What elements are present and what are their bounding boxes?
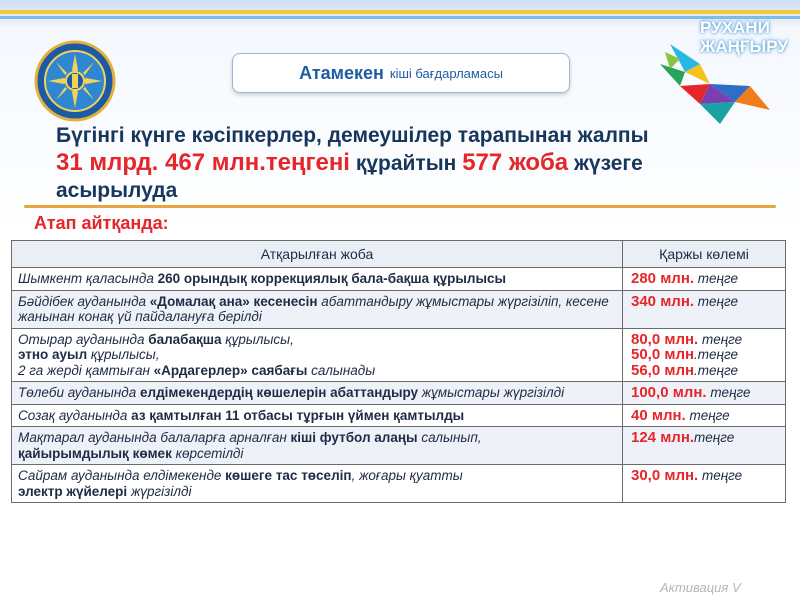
amount-unit: теңге [698,468,743,483]
project-text: Сайрам ауданында елдімекенде [18,468,226,483]
watermark: Активация V [660,580,741,595]
headline-line-2 [56,149,776,177]
amount-cell [623,268,786,291]
program-title: Атамекен [299,62,384,83]
amount-line [631,468,779,484]
project-cell [12,382,623,405]
project-text-bold: балабақша [148,331,222,347]
amount-value: 80,0 млн. [631,330,699,348]
table-row [12,465,786,503]
project-cell [12,404,623,427]
amount-value: 340 млн. [631,292,695,310]
amount-value: 100,0 млн. [631,384,707,401]
subheading: Атап айтқанда: [34,213,169,233]
headline-line-3: асырылуда [56,179,178,202]
amount-line [631,347,779,363]
amount-value: 280 млн. [631,270,695,287]
header-amount: Қаржы көлемі [623,241,786,268]
project-text: салынып, [417,430,482,445]
projects-table [11,240,786,503]
amount-line [631,408,779,424]
project-text: абаттандыру жұмыстары жүргізіліп, кесене жанынан конақ үй пайдалануға берілді [18,293,609,324]
amount-unit: теңге [694,271,738,286]
project-text: , жоғары қуатты [351,468,463,483]
project-cell [12,427,623,465]
project-text: Отырар ауданында [18,331,149,347]
blue-stripe [0,16,800,19]
amount-line [631,294,779,310]
project-text-bold: қайырымдылық көмек [18,445,172,461]
project-text-bold: аз қамтылған 11 отбасы тұрғын үймен қамтылды [131,407,465,423]
project-text-bold: көшеге тас төселіп [225,468,352,483]
amount-value: 124 млн. [631,429,695,446]
headline [56,122,776,204]
amount-unit: теңге [685,407,730,423]
project-text-bold: кіші футбол алаңы [290,430,418,445]
headline-line-1: Бүгінгі күнге кәсіпкерлер, демеушілер тарапынан жалпы [56,124,649,147]
project-cell [12,290,623,328]
project-text: Шымкент қаласында [18,271,158,286]
brand-line-2: ЖАҢҒЫРУ [700,37,788,56]
project-text-bold: «Ардагерлер» саябағы [153,362,308,378]
project-text-bold: 260 орындық коррекциялық бала-бақша құрылысы [157,271,507,286]
brand-logo [700,18,788,56]
amount-cell [623,328,786,382]
amount-line [631,332,779,348]
project-text: жұмыстары жүргізілді [418,385,565,400]
amount-unit: теңге [698,331,743,347]
amount-cell [623,465,786,503]
amount-line [631,363,779,379]
project-text: құрылысы, [87,347,160,362]
table-row [12,268,786,291]
amount-unit: теңге [694,430,735,445]
amount-unit: теңге [706,385,751,400]
project-text: 2 га жерді қамтыған [18,362,154,378]
amount-line [631,430,779,446]
project-text: Мақтарал ауданында балаларға арналған [18,430,291,445]
table-row [12,328,786,382]
table-row [12,404,786,427]
project-text: көрсетілді [171,445,244,461]
header-project: Атқарылған жоба [12,241,623,268]
table-body [12,268,786,503]
project-text: құрылысы, [221,331,294,347]
amount-line [631,385,779,401]
emblem-icon [34,40,116,122]
divider [24,205,776,208]
project-cell [12,465,623,503]
project-text: салынады [307,362,376,378]
amount-value: 56,0 млн [631,361,695,379]
amount-value: 40 млн. [631,406,686,424]
headline-amount: 31 млрд. 467 млн.теңгені [56,149,350,176]
table-header-row [12,241,786,268]
amount-unit: .теңге [694,347,738,362]
project-text-bold: «Домалақ ана» кесенесін [149,293,318,309]
project-text-bold: электр жүйелері [18,483,128,499]
program-subtitle: кіші бағдарламасы [389,65,503,81]
table-row [12,290,786,328]
headline-mid: құрайтын [355,152,457,175]
amount-cell [623,404,786,427]
project-text-bold: елдімекендердің көшелерін абаттандыру [140,385,419,400]
project-text: жүргізілді [127,483,192,499]
amount-unit: теңге [694,293,738,309]
project-text: Бәйдібек ауданында [18,293,150,309]
amount-line [631,271,779,287]
amount-value: 50,0 млн [631,346,695,363]
program-title-box [232,53,570,93]
amount-cell [623,382,786,405]
amount-value: 30,0 млн. [631,467,699,484]
amount-unit: .теңге [694,362,738,378]
headline-count: 577 жоба [462,149,569,176]
table-row [12,382,786,405]
project-text: Төлеби ауданында [18,385,141,400]
table-row [12,427,786,465]
project-text-bold: этно ауыл [18,347,88,362]
amount-cell [623,290,786,328]
project-text: Созақ ауданында [18,407,132,423]
project-cell [12,328,623,382]
brand-line-1: РУХАНИ [700,18,770,37]
project-cell [12,268,623,291]
headline-end: жүзеге [574,152,643,175]
yellow-stripe [0,10,800,14]
amount-cell [623,427,786,465]
